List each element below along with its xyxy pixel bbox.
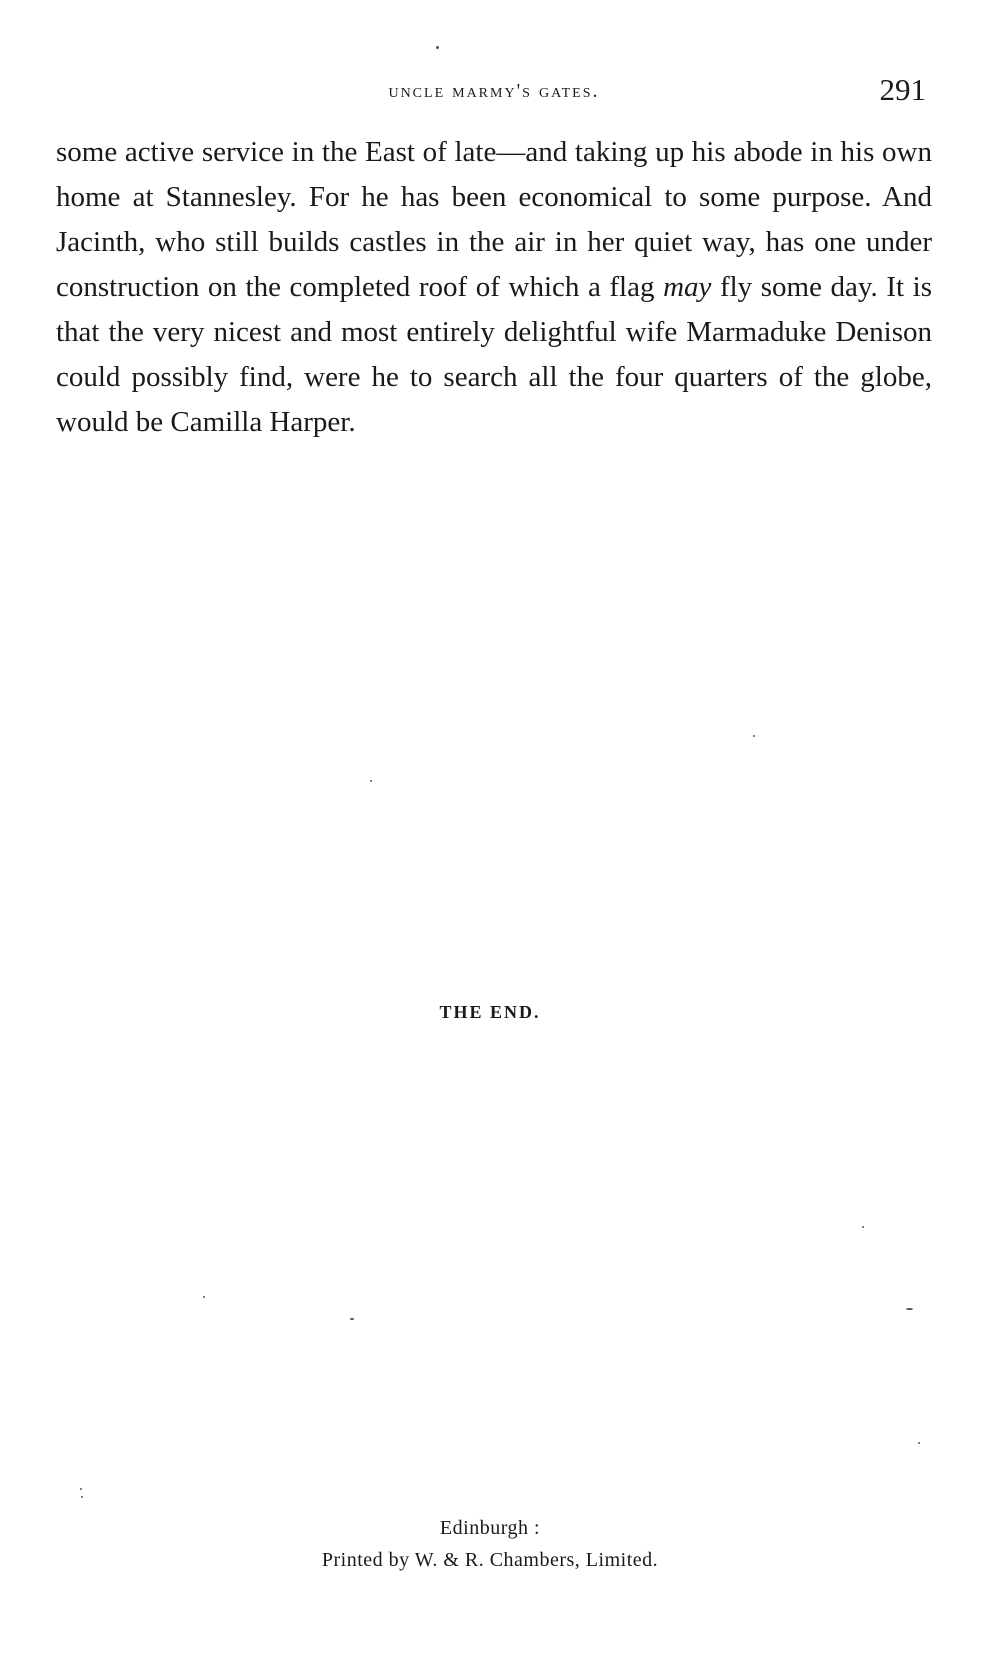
scan-speck	[918, 1442, 920, 1444]
scan-speck	[203, 1296, 205, 1298]
scan-speck	[80, 1488, 82, 1490]
scan-speck	[81, 1496, 83, 1498]
body-text-part-1: some active service in the East of late—and taking up his abode in his own home at Stannesley. For he has been economical to some purpose. And Jacinth, who still builds castles in the air in her quiet way, has one under construction on the completed roof of which a flag	[56, 136, 932, 303]
page-number: 291	[879, 72, 926, 107]
running-head	[58, 72, 930, 112]
body-text-emphasis: may	[663, 271, 712, 303]
body-text-part-2: fly some day. It is that the very nicest and most entirely delightful wife Marmaduke Denison could possibly find, were he to search all the four quarters of the globe, would be Camilla Harper.	[56, 271, 932, 438]
scan-speck	[350, 1318, 354, 1320]
the-end-heading: THE END.	[439, 1002, 541, 1022]
imprint-city: Edinburgh :	[439, 1517, 541, 1539]
printer-imprint	[0, 1512, 980, 1576]
running-title: uncle marmy's gates.	[388, 80, 600, 102]
scan-speck	[862, 1226, 864, 1228]
scan-speck	[906, 1308, 913, 1310]
body-paragraph	[56, 130, 932, 445]
scan-speck	[753, 735, 755, 737]
scan-speck	[436, 46, 439, 49]
scan-speck	[370, 780, 372, 782]
imprint-printer: Printed by W. & R. Chambers, Limited.	[321, 1549, 659, 1571]
